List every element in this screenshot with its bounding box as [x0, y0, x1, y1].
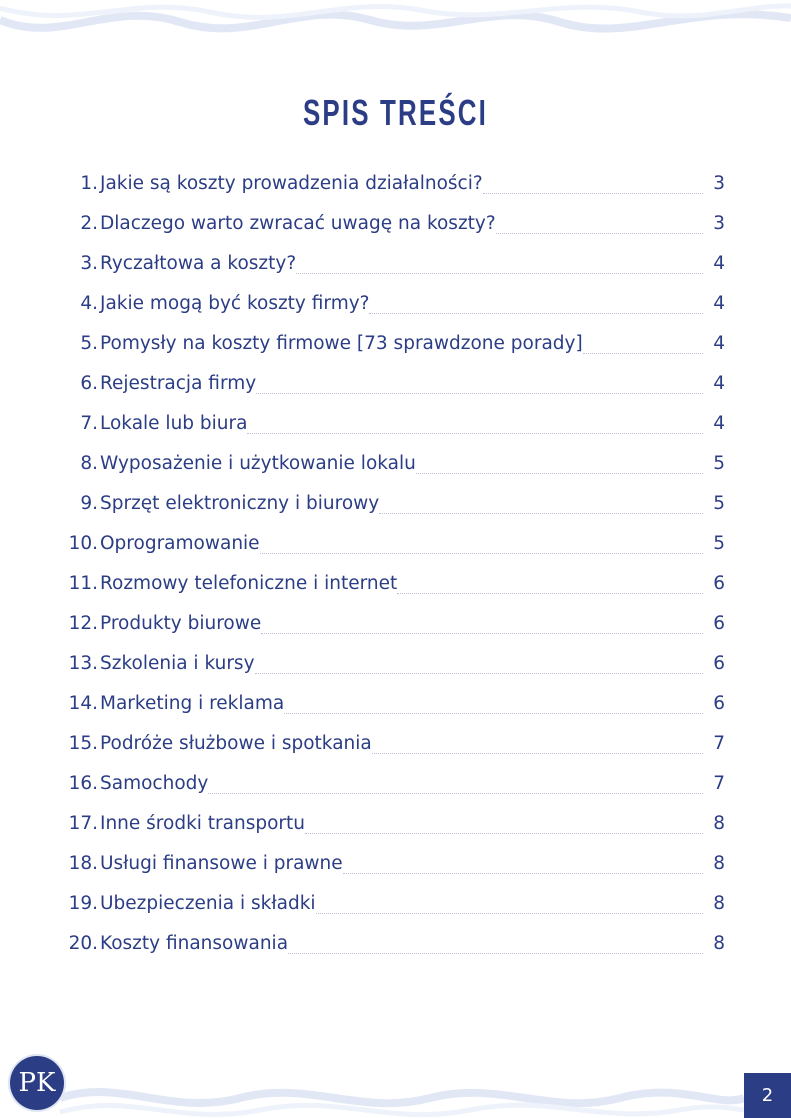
- toc-entry-title: Dlaczego warto zwracać uwagę na koszty?: [100, 213, 496, 234]
- toc-dot-leader: [496, 232, 703, 234]
- toc-entry-number: 6.: [80, 373, 98, 394]
- toc-dot-leader: [296, 272, 703, 274]
- toc-entry-title: Ubezpieczenia i składki: [100, 893, 316, 914]
- toc-entry-number: 10.: [68, 533, 98, 554]
- toc-entry-number: 3.: [80, 253, 98, 274]
- toc-entry-page: 3: [713, 173, 725, 194]
- page-number-badge: [744, 1073, 791, 1118]
- logo-text: PK: [18, 1068, 56, 1098]
- toc-entry-number: 5.: [80, 333, 98, 354]
- toc-entry-number: 7.: [80, 413, 98, 434]
- toc-entry-page: 4: [713, 413, 725, 434]
- toc-dot-leader: [397, 592, 703, 594]
- toc-dot-leader: [483, 192, 703, 194]
- company-logo: [10, 1056, 64, 1110]
- toc-entry-title: Pomysły na koszty firmowe [73 sprawdzone porady]: [100, 333, 583, 354]
- toc-entry-page: 6: [713, 693, 725, 714]
- toc-entry-number: 20.: [68, 933, 98, 954]
- toc-dot-leader: [260, 552, 703, 554]
- toc-entry-title: Ryczałtowa a koszty?: [100, 253, 297, 274]
- toc-entry[interactable]: [60, 160, 725, 196]
- toc-dot-leader: [255, 672, 703, 674]
- toc-entry-page: 4: [713, 293, 725, 314]
- toc-entry[interactable]: [60, 840, 725, 876]
- toc-entry[interactable]: [60, 520, 725, 556]
- toc-entry-title: Lokale lub biura: [100, 413, 248, 434]
- toc-entry-page: 5: [713, 453, 725, 474]
- toc-entry-page: 4: [713, 373, 725, 394]
- toc-dot-leader: [256, 392, 703, 394]
- toc-entry-number: 8.: [80, 453, 98, 474]
- toc-entry-title: Rejestracja firmy: [100, 373, 257, 394]
- toc-dot-leader: [288, 952, 703, 954]
- toc-dot-leader: [247, 432, 703, 434]
- toc-entry-page: 4: [713, 333, 725, 354]
- toc-entry-page: 3: [713, 213, 725, 234]
- toc-entry[interactable]: [60, 680, 725, 716]
- toc-entry-title: Inne środki transportu: [100, 813, 306, 834]
- toc-entry-number: 17.: [68, 813, 98, 834]
- toc-entry[interactable]: [60, 720, 725, 756]
- toc-entry-number: 1.: [80, 173, 98, 194]
- toc-entry-number: 4.: [80, 293, 98, 314]
- toc-entry-title: Koszty finansowania: [100, 933, 289, 954]
- toc-entry-page: 6: [713, 653, 725, 674]
- toc-entry[interactable]: [60, 920, 725, 956]
- toc-entry[interactable]: [60, 280, 725, 316]
- toc-entry-number: 15.: [68, 733, 98, 754]
- toc-entry-page: 8: [713, 933, 725, 954]
- toc-entry-title: Szkolenia i kursy: [100, 653, 255, 674]
- toc-entry-page: 6: [713, 573, 725, 594]
- toc-entry-title: Jakie są koszty prowadzenia działalności?: [100, 173, 483, 194]
- toc-entry-number: 2.: [80, 213, 98, 234]
- toc-dot-leader: [208, 792, 703, 794]
- toc-entry[interactable]: [60, 760, 725, 796]
- toc-entry[interactable]: [60, 560, 725, 596]
- toc-entry-number: 12.: [68, 613, 98, 634]
- toc-entry-page: 6: [713, 613, 725, 634]
- toc-entry-title: Wyposażenie i użytkowanie lokalu: [100, 453, 416, 474]
- toc-entry[interactable]: [60, 240, 725, 276]
- toc-entry-title: Usługi finansowe i prawne: [100, 853, 343, 874]
- toc-entry[interactable]: [60, 880, 725, 916]
- toc-dot-leader: [372, 752, 703, 754]
- toc-entry-page: 7: [713, 733, 725, 754]
- toc-entry-title: Sprzęt elektroniczny i biurowy: [100, 493, 380, 514]
- toc-entry-number: 9.: [80, 493, 98, 514]
- toc-entry-title: Rozmowy telefoniczne i internet: [100, 573, 398, 594]
- toc-dot-leader: [261, 632, 703, 634]
- top-wave-decoration: [0, 0, 791, 45]
- toc-entry-page: 7: [713, 773, 725, 794]
- toc-entry[interactable]: [60, 600, 725, 636]
- toc-entry[interactable]: [60, 640, 725, 676]
- toc-entry-number: 18.: [68, 853, 98, 874]
- toc-entry-title: Samochody: [100, 773, 209, 794]
- toc-dot-leader: [369, 312, 703, 314]
- toc-entry-title: Marketing i reklama: [100, 693, 285, 714]
- toc-dot-leader: [305, 832, 703, 834]
- toc-entry[interactable]: [60, 440, 725, 476]
- toc-entry[interactable]: [60, 480, 725, 516]
- toc-entry[interactable]: [60, 800, 725, 836]
- toc-entry-title: Oprogramowanie: [100, 533, 260, 554]
- toc-entry-page: 8: [713, 893, 725, 914]
- bottom-wave-decoration: [0, 1068, 791, 1118]
- toc-dot-leader: [316, 912, 703, 914]
- toc-entry-page: 5: [713, 493, 725, 514]
- toc-dot-leader: [583, 352, 703, 354]
- toc-entry-number: 11.: [68, 573, 98, 594]
- toc-entry-number: 19.: [68, 893, 98, 914]
- toc-entry[interactable]: [60, 400, 725, 436]
- toc-dot-leader: [343, 872, 703, 874]
- toc-entry[interactable]: [60, 320, 725, 356]
- toc-entry-title: Produkty biurowe: [100, 613, 262, 634]
- toc-entry[interactable]: [60, 360, 725, 396]
- toc-dot-leader: [284, 712, 703, 714]
- toc-entry-title: Podróże służbowe i spotkania: [100, 733, 372, 754]
- toc-entry-page: 8: [713, 853, 725, 874]
- toc-dot-leader: [416, 472, 703, 474]
- toc-entry-page: 4: [713, 253, 725, 274]
- toc-entry-page: 8: [713, 813, 725, 834]
- page-number: 2: [761, 1085, 774, 1106]
- page-title: SPIS TREŚCI: [302, 92, 489, 133]
- toc-entry-number: 16.: [68, 773, 98, 794]
- toc-entry[interactable]: [60, 200, 725, 236]
- toc-entry-number: 13.: [68, 653, 98, 674]
- toc-dot-leader: [379, 512, 703, 514]
- toc-entry-number: 14.: [68, 693, 98, 714]
- toc-entry-page: 5: [713, 533, 725, 554]
- toc-entry-title: Jakie mogą być koszty firmy?: [100, 293, 370, 314]
